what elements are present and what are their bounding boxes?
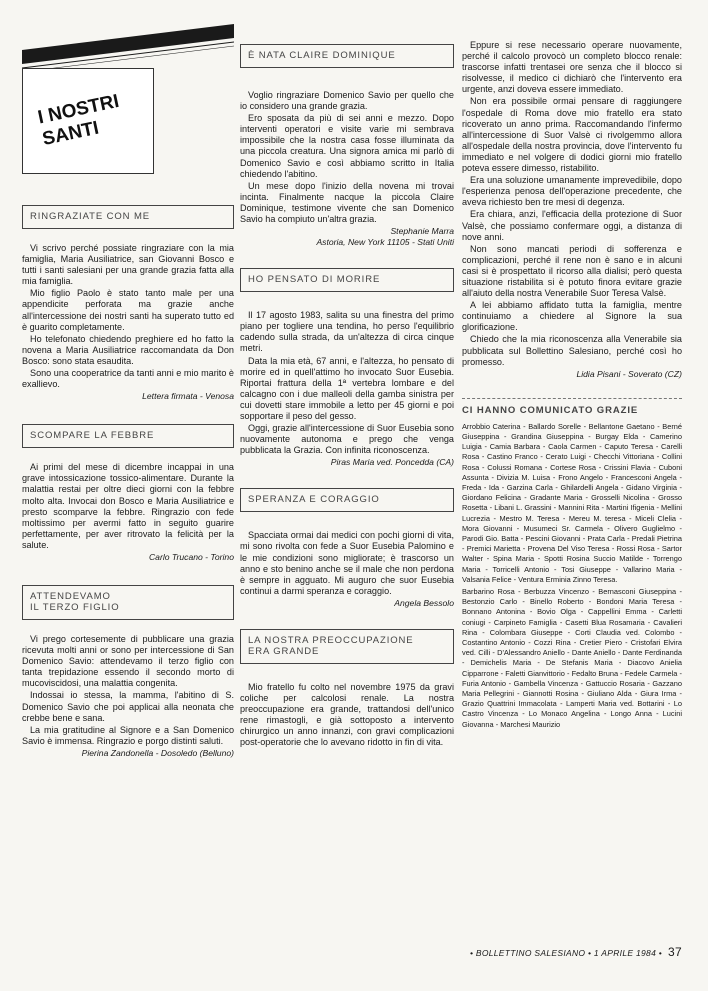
article-paragraph: Vi scrivo perché possiate ringraziare con la mia famiglia, Maria Ausiliatrice, san Giovanni Bosco e tutti i santi salesiani per una grande grazia fatta alla mia famiglia. — [22, 243, 234, 287]
article-paragraph: Data la mia età, 67 anni, e l'altezza, ho pensato di morire ed in quell'attimo ho invocato Suor Eusebia. Riportai frattura della 1ª vertebra lombare e del calcagno con i due malleoli della gamba sinistra per cui dovetti stare immobile a letto per 45 giorni e poi sopportare il peso del gesso. — [240, 355, 454, 421]
article-signature: Carlo Trucano - Torino — [148, 551, 234, 562]
article-paragraph: Spacciata ormai dai medici con pochi giorni di vita, mi sono rivolta con fede a Suor Eusebia Palomino e le mie condizioni sono migliorate; è trascorso un anno e sto benino anche se il male che non perdona è sempre in agguato. Mi auguro che suor Eusebia continui a darmi speranza e coraggio. — [240, 530, 454, 596]
article-heading: HO PENSATO DI MORIRE — [240, 268, 454, 292]
article-heading-line: IL TERZO FIGLIO — [30, 601, 120, 613]
column-left — [22, 205, 234, 759]
section-title: I NOSTRI SANTI — [36, 90, 121, 151]
article-heading — [240, 629, 454, 664]
article-heading-line: LA NOSTRA PREOCCUPAZIONE — [248, 634, 414, 646]
article-paragraph: Il 17 agosto 1983, salita su una finestra del primo piano per togliere una tendina, ho perso l'equilibrio cadendo sulla strada, da un'altezza di circa cinque metri. — [240, 310, 454, 354]
article-heading-line: ERA GRANDE — [248, 645, 320, 657]
article-paragraph: Mio fratello fu colto nel novembre 1975 da gravi coliche per calcolosi renale. La nostra preoccupazione era grande, trattandosi dell'unico rene rimastogli, e già sottoposto a intervento chirurgico un anno innanzi, con gravi complicazioni post-operatorie che lo avevano ridotto in fin di vita. — [240, 681, 454, 748]
article-paragraph: Oggi, grazie all'intercessione di Suor Eusebia sono nuovamente autonoma e prego che venga pubblicata la Grazia. Con infinita riconoscenza. — [240, 423, 454, 456]
article-signature-location: Astoria, New York 11105 - Stati Uniti — [316, 237, 454, 248]
article-heading: RINGRAZIATE CON ME — [22, 205, 234, 229]
column-right — [462, 40, 682, 732]
article-signature: Angela Bessolo — [394, 597, 454, 608]
article-heading-line: ATTENDEVAMO — [30, 590, 111, 602]
article-paragraph: Un mese dopo l'inizio della novena mi trovai incinta. Finalmente nacque la piccola Claire Dominique, testimone vivente che san Domenico Savio ha compiuto un'altra grazia. — [240, 180, 454, 225]
article-paragraph: Era una soluzione umanamente imprevedibile, dopo l'esperienza penosa dell'operazione precedente, che aveva richiesto ben tre mesi di degenza. — [462, 175, 682, 208]
article-paragraph: Indossai io stessa, la mamma, l'abitino di S. Domenico Savio che poi applicai alla neonata che crebbe bene e sana. — [22, 690, 234, 723]
article-paragraph: Voglio ringraziare Domenico Savio per quello che io considero una grande grazia. — [240, 90, 454, 112]
article-heading — [22, 585, 234, 620]
article-paragraph: Ai primi del mese di dicembre incappai in una grave intossicazione tossico-alimentare. Durante la malattia restai per oltre dieci giorni con la febbre molto alta. Invocai don Bosco e Maria Ausiliatrice e presto scomparve la febbre. Ringrazio con fede moltissimo per avermi fatto in seguito guarire perfettamente, per aver ritrovato la felicità per la salute. — [22, 462, 234, 550]
article-paragraph: A lei abbiamo affidato tutta la famiglia, mentre continuiamo a chiedere al Signore la sua glorificazione. — [462, 300, 682, 333]
graces-list-heading: CI HANNO COMUNICATO GRAZIE — [462, 404, 639, 416]
footer-text: • BOLLETTINO SALESIANO • 1 APRILE 1984 • — [469, 948, 663, 958]
page-number: 37 — [668, 945, 682, 959]
article-heading: SPERANZA E CORAGGIO — [240, 488, 454, 512]
article-paragraph: Ero sposata da più di sei anni e mezzo. Dopo interventi operatori e visite varie mi sembrava impossibile che la nostra casa fosse illuminata da una piccola creatura. Una signora amica mi parlò di Domenico Savio e così abbiamo scritto in Italia chiedendo l'abitino. — [240, 113, 454, 179]
divider — [462, 398, 682, 399]
graces-list-paragraph: Arrobbio Caterina - Ballardo Sorelle - Bellantone Gaetano - Berné Giuseppina - Grandina Giuseppina - Burgay Elda - Camerino Luigia - Camia Barbara - Caola Carmen - Caputo Teresa - Carelli Rosa - Castino Franco - Cerato Luigi - Checchi Vittoriana - Collini Rosa - Colussi Romana - Cortese Rosa - Crissini Flavia - Cuboni Assunta - Divizia M. Luisa - Frono Angelo - Francesconi Angela - Freda - Ida - Garzina Carla - Ghilardelli Angela - Gidano Virginia - Giordano Felicina - Gradante Maria - Grosselli Nicolina - Grosso Rosetta - Libani L. Grassini - Mannini Rita - Martini Ifigenia - Mellini Lucrezia - Mestro M. Teresa - Mereu M. teresa - Miceli Clelia - Mora Giovanni - Musumeci Sr. Carmela - Olivero Guglielmo - Parodi Gio. Batta - Pescini Giovanni - Prata Carla - Predali Pietrina - Premici Marietta - Provena Del Viso Teresa - Rossi Rosa - Sartor Walter - Spina Maria - Spotti Rosina Succio Matilde - Torrengo Maria - Torricelli Antonio - Tosi Giuseppe - Vallarino Maria - Valsania Felice - Ventura Erminia Zinno Teresa. — [462, 421, 682, 584]
article-signature: Pierina Zandonella - Dosoledo (Belluno) — [81, 747, 234, 758]
article-paragraph: Era chiara, anzi, l'efficacia della protezione di Suor Valsè, che possiamo confermare oggi, a distanza di nove anni. — [462, 209, 682, 242]
article-paragraph: Mio figlio Paolo è stato tanto male per una appendicite perforata ma grazie anche all'intercessione dei nostri santi ha superato tutto ed è guarito completamente. — [22, 288, 234, 332]
article-paragraph: Vi prego cortesemente di pubblicare una grazia ricevuta molti anni or sono per intercessione di San Domenico Savio: attendevamo il terzo figlio con tanta trepidazione essendo il secondo morto di mucoviscidosi, una malattia congenita. — [22, 633, 234, 689]
article-signature: Stephanie Marra — [390, 226, 454, 237]
article-paragraph: Non era possibile ormai pensare di raggiungere l'ospedale di Roma dove mio fratello era stato ricoverato un anno prima. Raccomandando l'infermo all'intercessione di Suor Valsè ci rivolgemmo allora all'ospedale della nostra provincia, dove l'intervento fu immediato e nel volgere di dodici giorni mio fratello poteva essere dimesso, ristabilito. — [462, 96, 682, 174]
article-signature: Lidia Pisani - Soverato (CZ) — [576, 368, 682, 379]
article-signature: Lettera firmata - Venosa — [142, 391, 234, 402]
article-paragraph: Chiedo che la mia riconoscenza alla Venerabile sia pubblicata sul Bollettino Salesiano, perché così ho promesso. — [462, 334, 682, 367]
article-paragraph: La mia gratitudine al Signore e a San Domenico Savio è immensa. Ringrazio e porgo distinti saluti. — [22, 724, 234, 746]
page-footer — [470, 945, 682, 959]
article-paragraph: Eppure si rese necessario operare nuovamente, perché il calcolo provocò un completo blocco renale: trascorse infatti trentasei ore senza che il blocco si risolvesse, il medico ci dichiarò che l'intervento era urgente, anzi doveva essere immediato. — [462, 40, 682, 95]
article-signature: Piras Maria ved. Poncedda (CA) — [330, 457, 454, 468]
article-paragraph: Non sono mancati periodi di sofferenza e complicazioni, perché il rene non è sano e in alcuni casi si è prospettato il ricorso alla dialisi; però questa situazione ristabilita si è potuto finora evitare grazie all'aiuto della nostra Venerabile Suor Teresa Valsè. — [462, 243, 682, 299]
column-middle — [240, 44, 454, 749]
article-heading: È NATA CLAIRE DOMINIQUE — [240, 44, 454, 68]
graces-list-paragraph: Barbarino Rosa - Berbuzza Vincenzo - Bernasconi Giuseppina - Bestonzio Carlo - Binello Roberto - Bondoni Maria Teresa - Bonnano Antonina - Bovio Olga - Cappellini Emma - Carletti coniugi - Carpineto Famiglia - Casetti Blua Rosamaria - Cavalieri Rina - Colombara Giuseppe - Corti Claudia ved. Colombo - Costantino Antonio - Cozzi Rina - Cretier Piero - Cristofari Elvira ved. Cilli - D'Alessandro Aniello - Dante Aniello - Dante Ferdinanda - Demichelis Maria - De Stefanis Maria - Diacovo Anielia Cipparrone - Faletti Gianvittorio - Fedalto Bruna - Fedele Carmela - Furia Antonio - Gambella Vincenza - Gattuccio Rosaria - Gazzano Maria Pellegrini - Giannotti Rosina - Giuliano Alda - Giura Irma - Grazio Quattrini Immacolata - Lamperti Maria ved. Bottarini - Lo Castro Vincenza - Lo Monaco Angelina - Longo Anna - Lucini Giovanna - Marchesi Maurizio — [462, 586, 682, 729]
article-paragraph: Ho telefonato chiedendo preghiere ed ho fatto la novena a Maria Ausiliatrice raccomandata da Don Bosco: sono stata esaudita. — [22, 333, 234, 366]
article-paragraph: Sono una cooperatrice da tanti anni e mio marito è exallievo. — [22, 368, 234, 390]
article-heading: SCOMPARE LA FEBBRE — [22, 424, 234, 448]
